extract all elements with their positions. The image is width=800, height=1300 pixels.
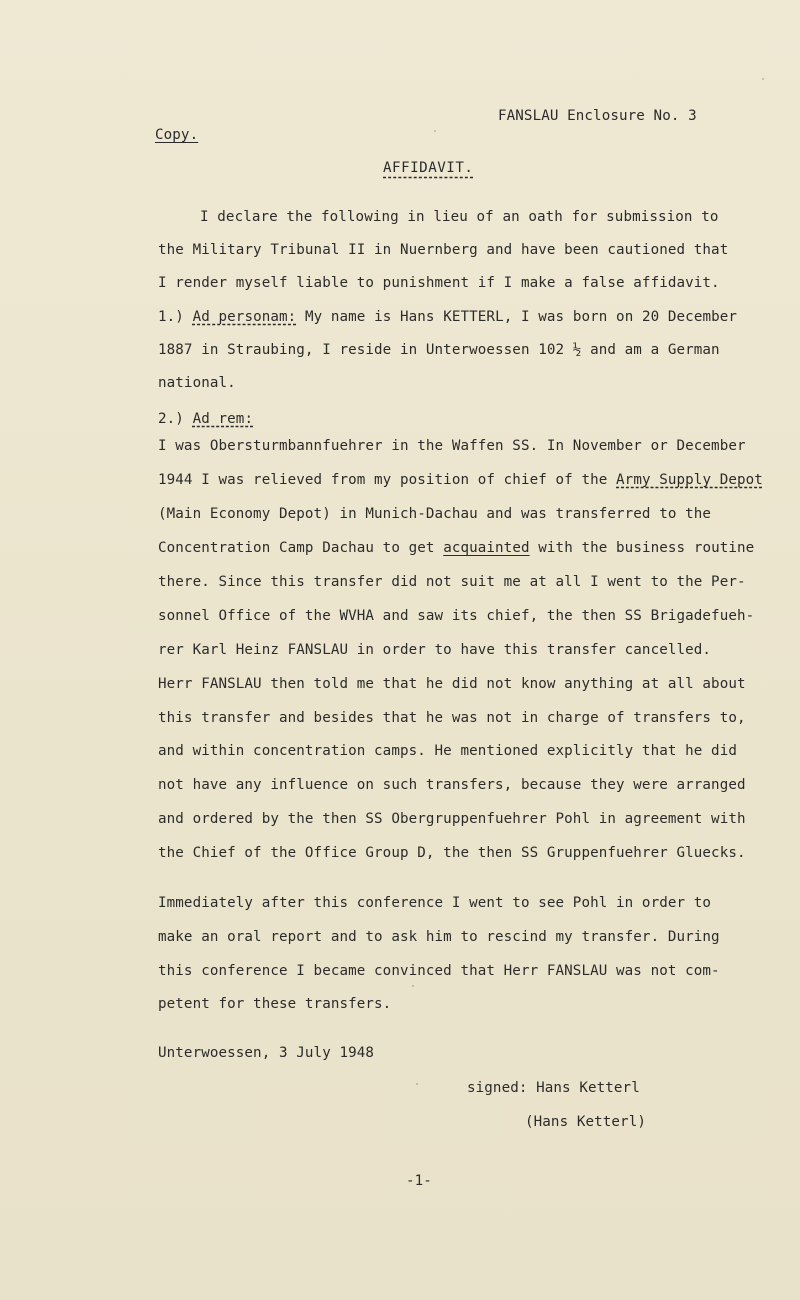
- closing-line-3: this conference I became convinced that Herr FANSLAU was not com-: [158, 963, 720, 979]
- item-2-line-12: and ordered by the then SS Obergruppenfuehrer Pohl in agreement with: [158, 811, 746, 827]
- item-2-line-7: rer Karl Heinz FANSLAU in order to have this transfer cancelled.: [158, 642, 712, 658]
- document-title: AFFIDAVIT.: [383, 160, 474, 176]
- intro-line-3: I render myself liable to punishment if I make a false affidavit.: [158, 275, 720, 291]
- item-1-label: Ad personam:: [192, 309, 297, 325]
- item-1-line-2: 1887 in Straubing, I reside in Unterwoessen 102 ½ and am a German: [158, 342, 720, 358]
- item-2-line-2: 1944 I was relieved from my position of chief of the Army Supply Depot: [158, 472, 763, 488]
- paper-speck: [434, 130, 436, 132]
- item-1-text: My name is Hans KETTERL, I was born on 20 December: [304, 309, 738, 325]
- signed-line: signed: Hans Ketterl: [467, 1080, 640, 1096]
- intro-line-2: the Military Tribunal II in Nuernberg and have been cautioned that: [158, 242, 729, 258]
- item-2-line-13: the Chief of the Office Group D, the then SS Gruppenfuehrer Gluecks.: [158, 845, 746, 861]
- item-2-heading: [158, 410, 253, 428]
- enclosure-label: FANSLAU Enclosure No. 3: [498, 108, 697, 124]
- closing-line-1: Immediately after this conference I went to see Pohl in order to: [158, 895, 712, 911]
- intro-line-1: I declare the following in lieu of an oath for submission to: [200, 209, 719, 225]
- item-2-number: 2.): [158, 411, 184, 427]
- paper-speck: [762, 78, 764, 80]
- item-2-line-5: there. Since this transfer did not suit me at all I went to the Per-: [158, 574, 746, 590]
- signatory-name: (Hans Ketterl): [525, 1114, 646, 1130]
- paper-speck: [416, 1083, 418, 1085]
- item-2-line-8: Herr FANSLAU then told me that he did not know anything at all about: [158, 676, 746, 692]
- page-number: -1-: [406, 1173, 432, 1189]
- item-2-line-6: sonnel Office of the WVHA and saw its chief, the then SS Brigadefueh-: [158, 608, 755, 624]
- item-1-number: 1.): [158, 309, 184, 325]
- item-1-line-3: national.: [158, 375, 236, 391]
- copy-label: Copy.: [155, 127, 199, 143]
- item-2-line-3: (Main Economy Depot) in Munich-Dachau and was transferred to the: [158, 506, 712, 522]
- item-2-line-9: this transfer and besides that he was not in charge of transfers to,: [158, 710, 746, 726]
- acquainted-underlined: acquainted: [443, 540, 530, 556]
- army-supply-depot-underlined: Army Supply Depot: [616, 472, 763, 488]
- closing-line-2: make an oral report and to ask him to rescind my transfer. During: [158, 929, 720, 945]
- closing-line-4: petent for these transfers.: [158, 996, 392, 1012]
- item-2-line-10: and within concentration camps. He mentioned explicitly that he did: [158, 743, 737, 759]
- place-date: Unterwoessen, 3 July 1948: [158, 1045, 375, 1061]
- item-2-line-1: I was Obersturmbannfuehrer in the Waffen SS. In November or December: [158, 438, 746, 454]
- item-1-line-1: [158, 308, 737, 326]
- paper-speck: [412, 985, 414, 987]
- item-2-label: Ad rem:: [192, 411, 254, 427]
- item-2-line-4: Concentration Camp Dachau to get acquainted with the business routine: [158, 540, 755, 556]
- item-2-line-11: not have any influence on such transfers, because they were arranged: [158, 777, 746, 793]
